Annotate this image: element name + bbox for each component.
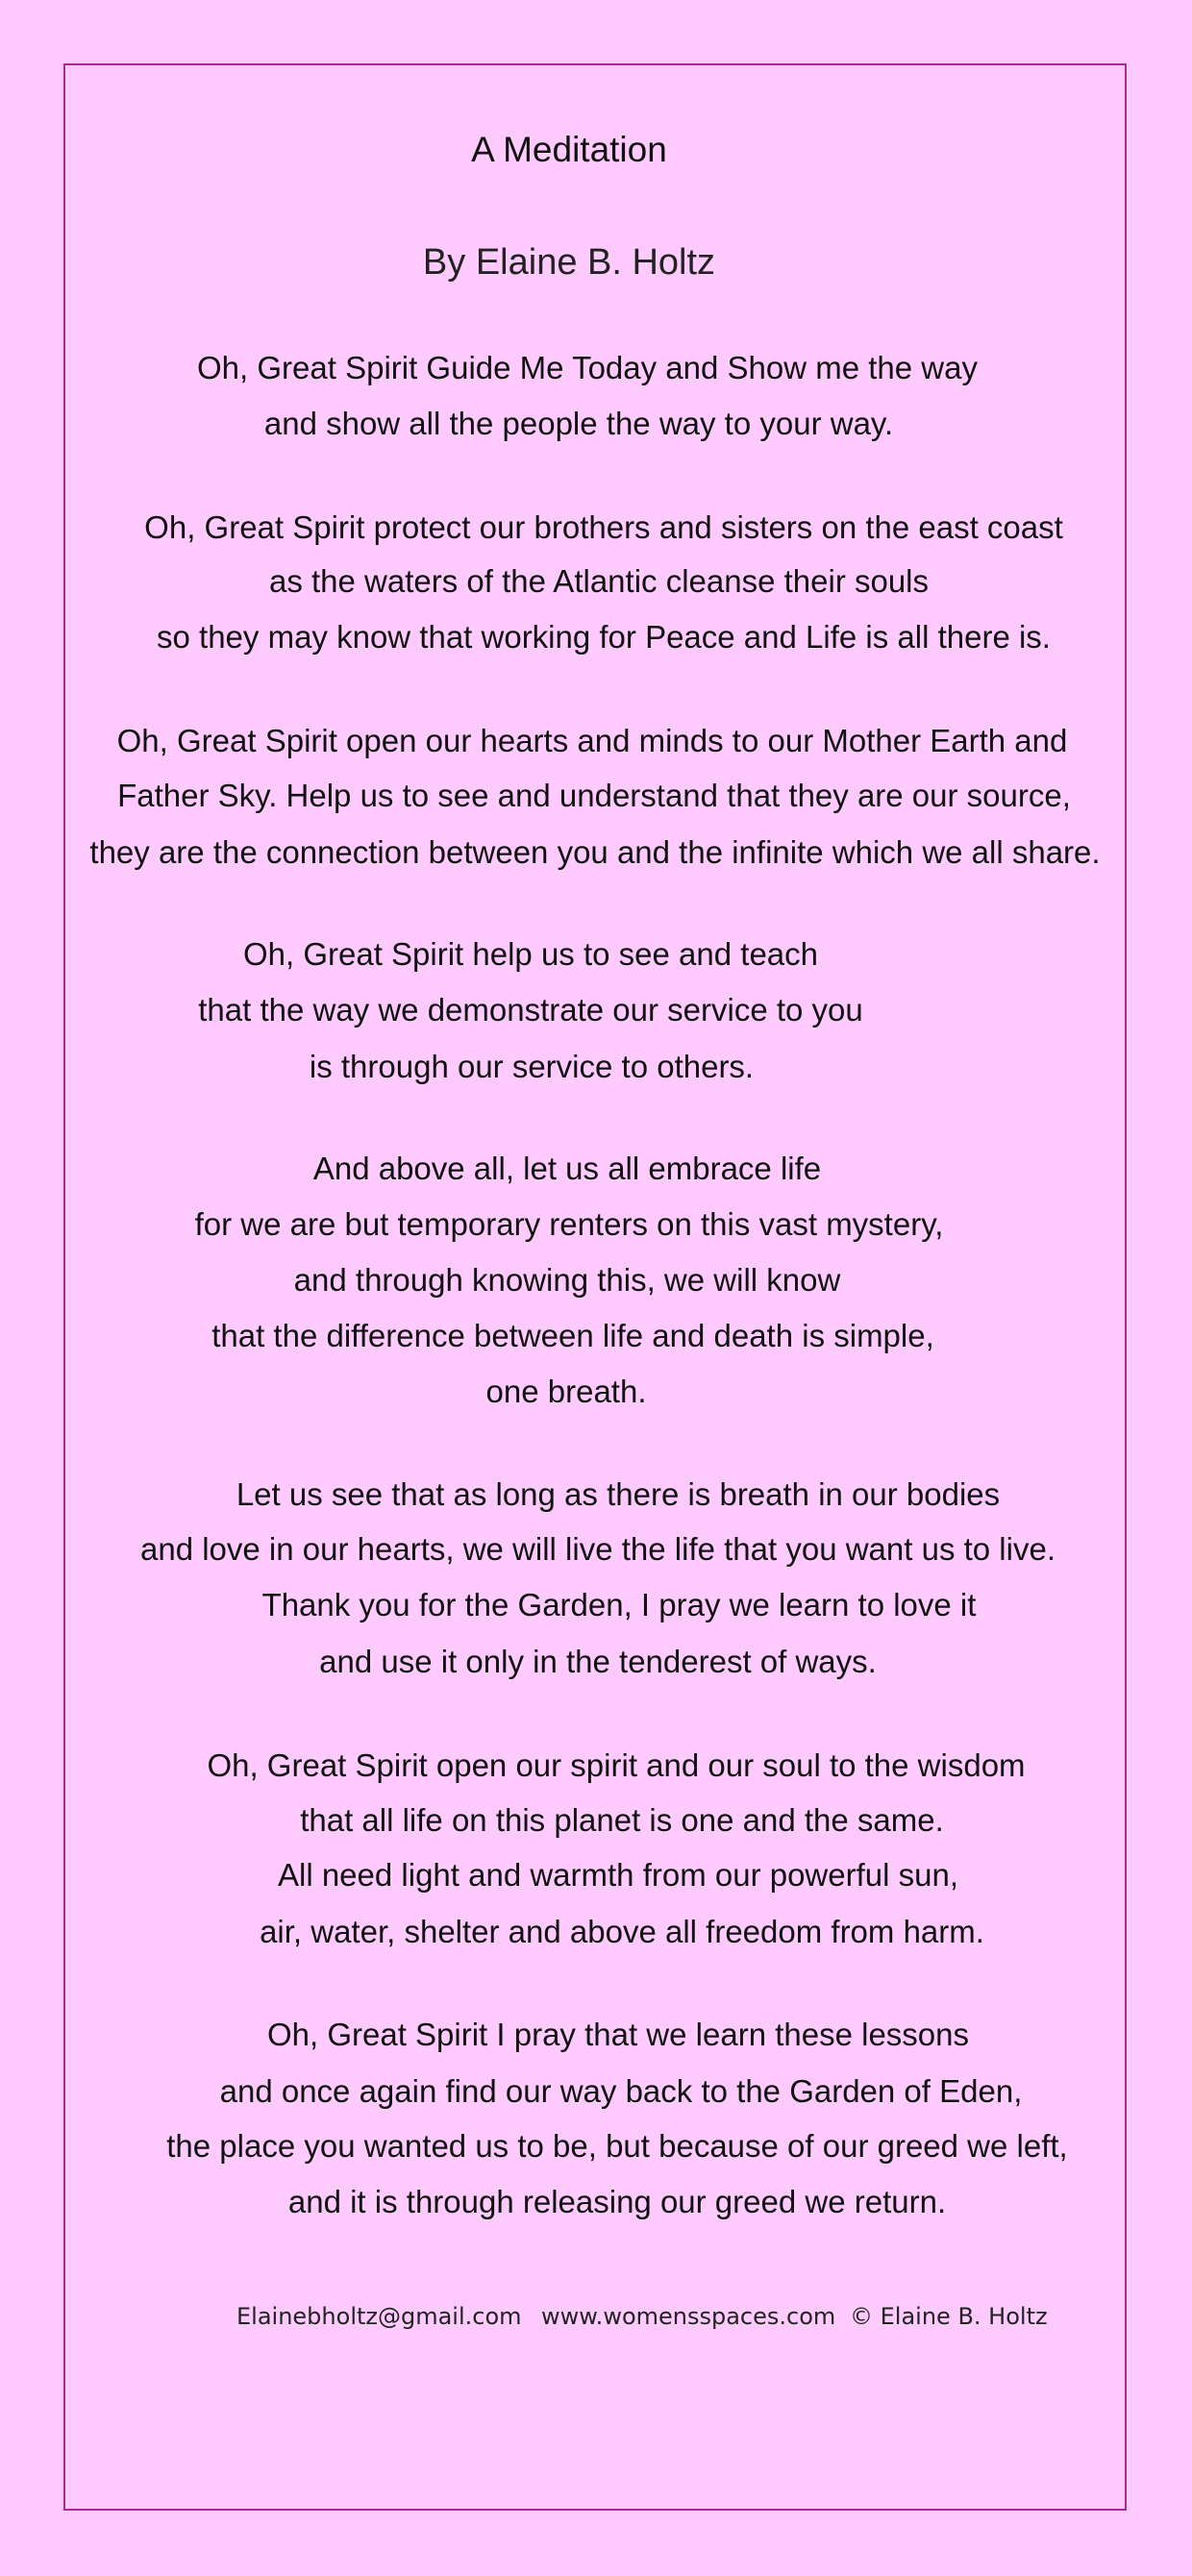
poem-line: one breath.	[485, 1374, 647, 1409]
poem-line: All need light and warmth from our powerful sun,	[277, 1857, 959, 1893]
poem-line: for we are but temporary renters on this vast mystery,	[194, 1206, 944, 1242]
poem-line: Oh, Great Spirit open our hearts and minds to our Mother Earth and	[116, 723, 1068, 758]
poem-line: and love in our hearts, we will live the life that you want us to live.	[140, 1531, 1055, 1567]
poem-line: and through knowing this, we will know	[293, 1262, 841, 1298]
poem-line: Oh, Great Spirit Guide Me Today and Show me the way	[197, 350, 978, 385]
poem-line: as the waters of the Atlantic cleanse their souls	[268, 563, 930, 599]
poem-line: Father Sky. Help us to see and understand that they are our source,	[117, 778, 1071, 813]
poem-line: air, water, shelter and above all freedom from harm.	[260, 1914, 984, 1949]
poem-line: they are the connection between you and the infinite which we all share.	[89, 834, 1101, 870]
poem-line: that the way we demonstrate our service to you	[198, 992, 863, 1028]
poem-line: and once again find our way back to the Garden of Eden,	[219, 2073, 1023, 2109]
poem-line: so they may know that working for Peace and Life is all there is.	[157, 619, 1051, 655]
poem-line: Oh, Great Spirit open our spirit and our soul to the wisdom	[207, 1747, 1026, 1783]
poem-line: and it is through releasing our greed we return.	[287, 2184, 947, 2219]
footer-email[interactable]: Elainebholtz@gmail.com	[236, 2303, 522, 2330]
poem-line: Let us see that as long as there is breath in our bodies	[236, 1476, 1001, 1512]
poem-line: Oh, Great Spirit protect our brothers and sisters on the east coast	[144, 509, 1063, 545]
footer-copyright: © Elaine B. Holtz	[850, 2303, 1048, 2330]
poem-author: By Elaine B. Holtz	[422, 242, 716, 283]
poem-line: Oh, Great Spirit I pray that we learn these lessons	[266, 2017, 969, 2052]
poem-line: and show all the people the way to your way.	[263, 406, 894, 441]
footer-website[interactable]: www.womensspaces.com	[541, 2303, 836, 2330]
poem-line: that the difference between life and death is simple,	[211, 1318, 934, 1353]
poem-line: and use it only in the tenderest of ways.	[319, 1644, 877, 1679]
poem-line: that all life on this planet is one and the same.	[300, 1802, 944, 1838]
poem-line: Thank you for the Garden, I pray we learn to love it	[261, 1587, 977, 1622]
poem-line: And above all, let us all embrace life	[312, 1151, 822, 1186]
poem-line: is through our service to others.	[309, 1049, 755, 1084]
poem-line: the place you wanted us to be, but because of our greed we left,	[166, 2128, 1068, 2164]
poem-title: A Meditation	[471, 130, 667, 169]
poem-line: Oh, Great Spirit help us to see and teach	[242, 936, 818, 972]
